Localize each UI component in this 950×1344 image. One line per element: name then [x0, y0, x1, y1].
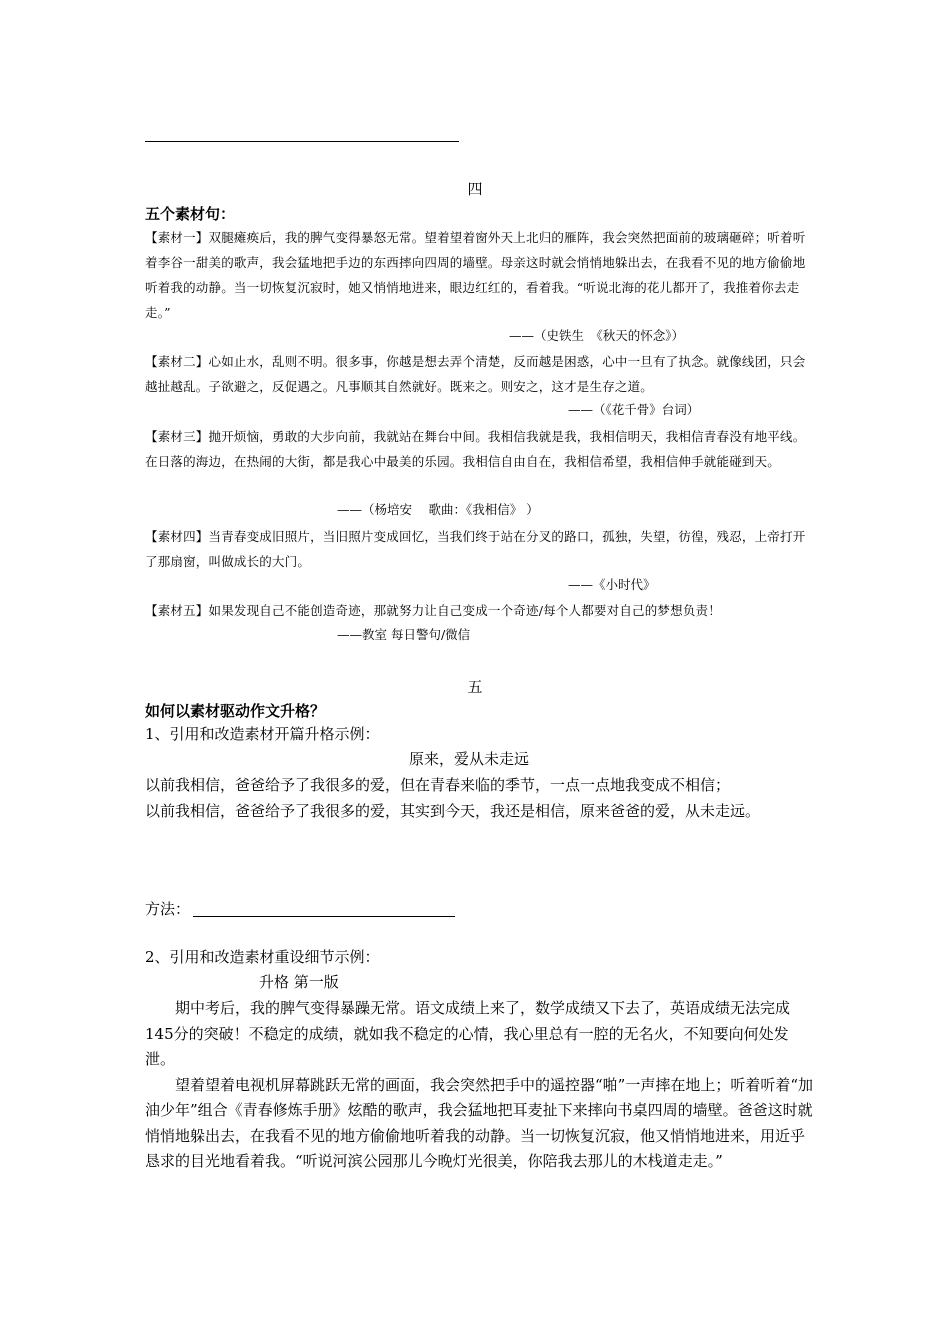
- material-4-source: ——《小时代》: [568, 577, 656, 592]
- material-3-paragraph: 【素材三】抛开烦恼，勇敢的大步向前，我就站在舞台中间。我相信我就是我，我相信明天，我相信青春没有地平线。在日落的海边，在热闹的大街，都是我心中最美的乐园。我相信自由自在，我相信希望，我相信伸手就能碰到天。: [145, 429, 806, 469]
- opening-paragraph-1: 以前我相信，爸爸给予了我很多的爱，但在青春来临的季节，一点一点地我变成不相信；: [145, 776, 731, 794]
- material-4-paragraph: 【素材四】当青春变成旧照片，当旧照片变成回忆，当我们终于站在分叉的路口，孤独，失望，彷徨，残忍，上帝打开了那扇窗，叫做成长的大门。: [145, 529, 806, 569]
- material-4-text: [145, 524, 813, 574]
- essay-opening: [145, 773, 815, 824]
- section-five-number: 五: [467, 678, 483, 696]
- section-four-number: 四: [467, 180, 483, 198]
- opening-paragraph-2: 以前我相信，爸爸给予了我很多的爱，其实到今天，我还是相信，原来爸爸的爱，从未走远。: [145, 801, 761, 820]
- version-label: 升格 第一版: [259, 973, 339, 991]
- item-2-label: 2、引用和改造素材重设细节示例：: [145, 948, 380, 966]
- section-five-title: 如何以素材驱动作文升格？: [145, 702, 326, 720]
- material-1-text: [145, 225, 813, 325]
- revised-essay: [145, 996, 815, 1175]
- material-3-source: ——（杨培安 歌曲：《我相信》 ）: [337, 502, 539, 517]
- method-label: 方法：: [145, 900, 191, 918]
- section-four-title: 五个素材句：: [145, 205, 236, 223]
- material-2-paragraph: 【素材二】心如止水，乱则不明。很多事，你越是想去弄个清楚，反而越是困惑，心中一旦有了执念。就像线团，只会越扯越乱。子欲避之，反促遇之。凡事顺其自然就好。既来之。则安之，这才是生存之道。: [145, 354, 806, 394]
- revised-paragraph-1: 期中考后，我的脾气变得暴躁无常。语文成绩上来了，数学成绩又下去了，英语成绩无法完成145分的突破！不稳定的成绩，就如我不稳定的心情，我心里总有一腔的无名火，不知要向何处发泄。: [145, 999, 791, 1068]
- material-2-source: ——（《花千骨》台词）: [568, 402, 700, 417]
- material-1-paragraph: 【素材一】双腿瘫痪后，我的脾气变得暴怒无常。望着望着窗外天上北归的雁阵，我会突然把面前的玻璃砸碎；听着听着李谷一甜美的歌声，我会猛地把手边的东西摔向四周的墙壁。母亲这时就会悄悄地躲出去，在我看不见的地方偷偷地听着我的动静。当一切恢复沉寂时，她又悄悄地进来，眼边红红的，看着我。“听说北海的花儿都开了，我推着你去走走。”: [145, 230, 806, 320]
- material-3-text: [145, 424, 813, 474]
- top-blank-line: [145, 141, 459, 142]
- material-2-text: [145, 349, 813, 399]
- revised-paragraph-2: 望着望着电视机屏幕跳跃无常的画面，我会突然把手中的遥控器“啪”一声摔在地上；听着听着“加油少年”组合《青春修炼手册》炫酷的歌声，我会猛地把耳麦扯下来摔向书桌四周的墙壁。爸爸这时就悄悄地躲出去，在我看不见的地方偷偷地听着我的动静。当一切恢复沉寂，他又悄悄地进来，用近乎恳求的目光地看着我。“听说河滨公园那儿今晚灯光很美，你陪我去那儿的木栈道走走。”: [145, 1075, 814, 1170]
- material-5-text: [145, 598, 813, 623]
- item-1-label: 1、引用和改造素材开篇升格示例：: [145, 725, 380, 743]
- material-5-source: ——教室 每日警句/微信: [337, 627, 471, 642]
- material-5-paragraph: 【素材五】如果发现自己不能创造奇迹，那就努力让自己变成一个奇迹/每个人都要对自己的梦想负责！: [145, 603, 721, 618]
- material-1-source: ——（史铁生 《秋天的怀念》）: [509, 328, 685, 343]
- method-blank-line: [193, 916, 455, 917]
- essay-title: 原来，爱从未走远: [409, 750, 530, 768]
